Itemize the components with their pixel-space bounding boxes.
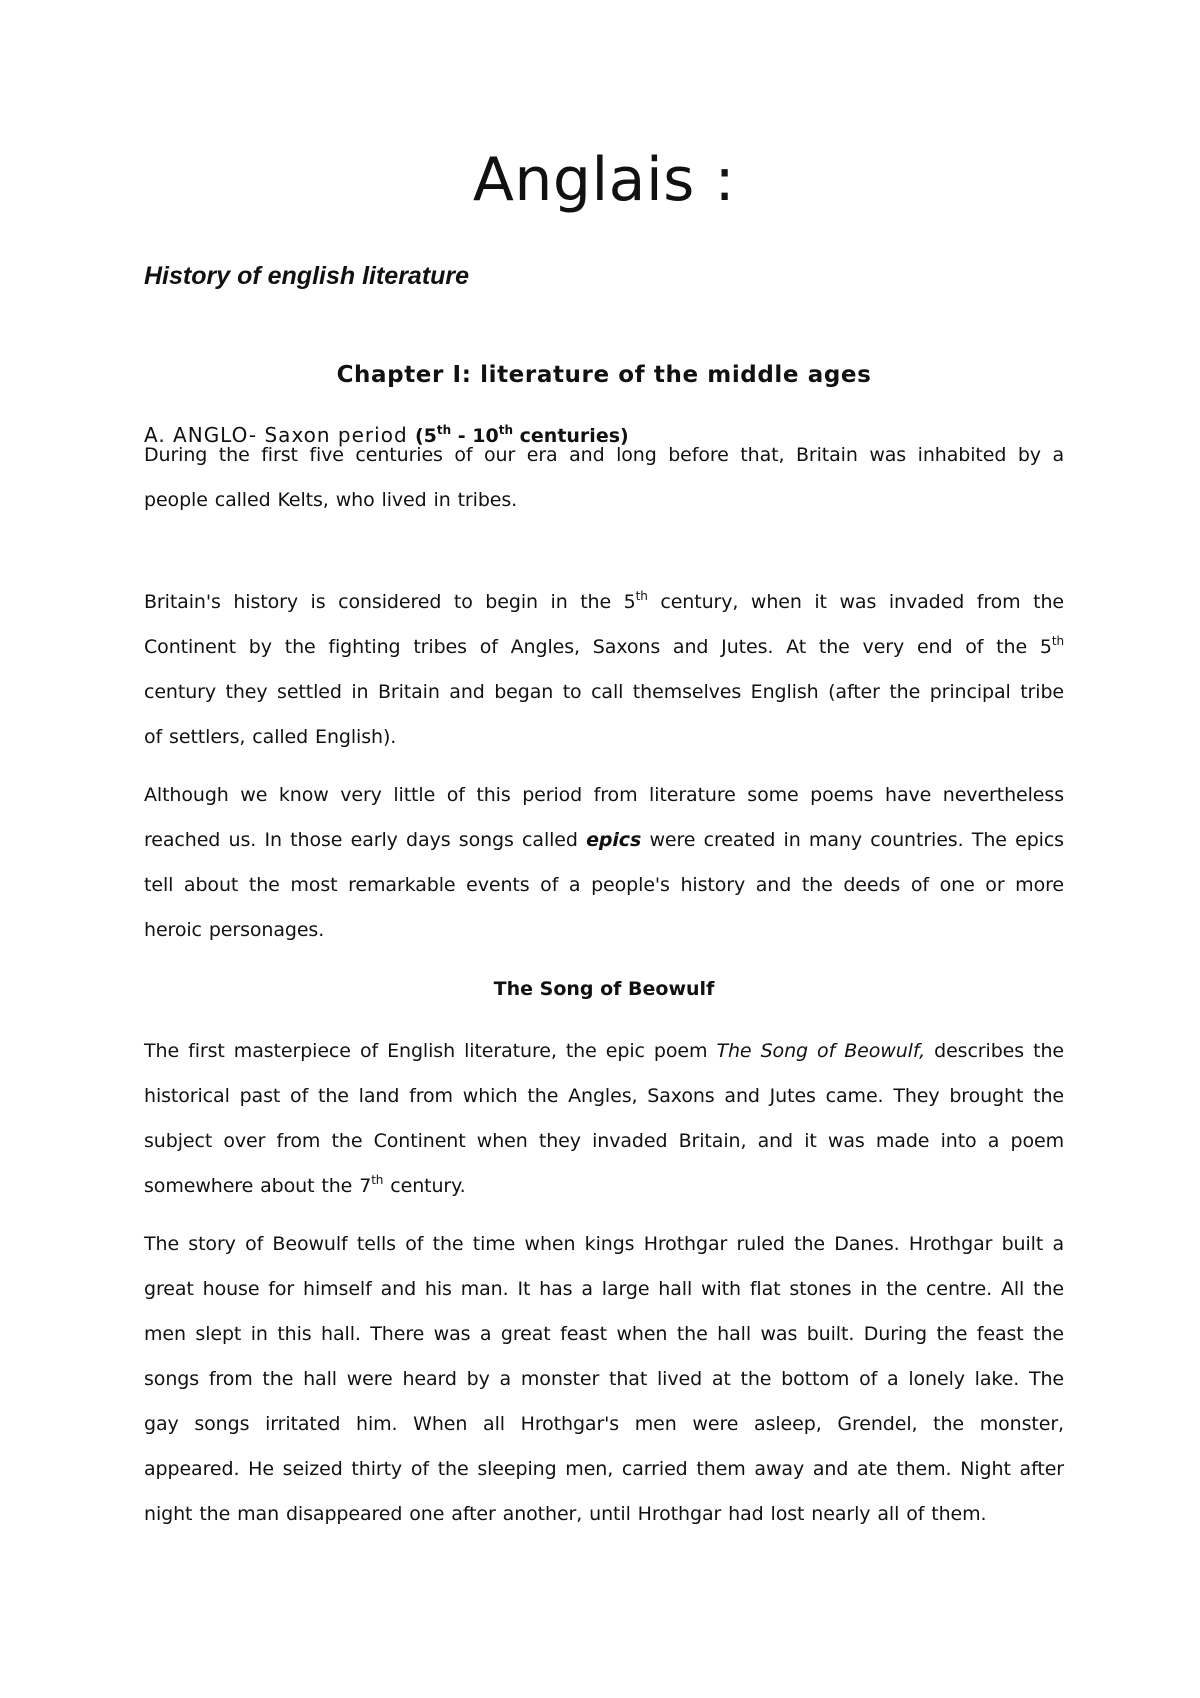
section-prefix: A. ANGLO- Saxon period <box>144 423 415 447</box>
beowulf-heading: The Song of Beowulf <box>493 978 715 1000</box>
epics-term: epics <box>586 829 642 851</box>
document-subtitle: History of english literature <box>144 262 470 290</box>
document-title: Anglais : <box>472 145 736 215</box>
paragraph-4-line-1 <box>144 1029 1064 1074</box>
paragraph-3 <box>144 773 1064 953</box>
paragraph-5-line-5: gay songs irritated him. When all Hrothgar's men were asleep, Grendel, the monster, <box>144 1413 1064 1435</box>
paragraph-4-line-3: subject over from the Continent when they invaded Britain, and it was made into a poem <box>144 1130 1064 1152</box>
centuries-open: (5 <box>415 425 437 447</box>
paragraph-1-line-1: During the first five centuries of our era and long before that, Britain was inhabited by a <box>144 444 1064 466</box>
paragraph-5-line-7: night the man disappeared one after another, until Hrothgar had lost nearly all of them. <box>144 1503 987 1525</box>
paragraph-3-line-4: heroic personages. <box>144 919 325 941</box>
paragraph-2-line-4: of settlers, called English). <box>144 726 397 748</box>
beowulf-title-italic: The Song of Beowulf, <box>716 1040 926 1062</box>
centuries-sup-1: th <box>436 423 452 437</box>
paragraph-2-line-1 <box>144 580 1064 625</box>
p3-l2-text-a: reached us. In those early days songs called <box>144 829 587 851</box>
centuries-sup-2: th <box>498 423 514 437</box>
paragraph-5-line-1: The story of Beowulf tells of the time when kings Hrothgar ruled the Danes. Hrothgar built a <box>144 1233 1064 1255</box>
p2-l1-sup: th <box>635 589 648 603</box>
paragraph-5 <box>144 1222 1064 1537</box>
paragraph-5-line-6: appeared. He seized thirty of the sleeping men, carried them away and ate them. Night after <box>144 1458 1064 1480</box>
centuries-close: centuries) <box>513 425 629 447</box>
paragraph-3-line-1: Although we know very little of this period from literature some poems have nevertheless <box>144 784 1064 806</box>
paragraph-2-line-3: century they settled in Britain and began to call themselves English (after the principal tribe <box>144 681 1064 703</box>
chapter-heading: Chapter I: literature of the middle ages <box>336 362 872 388</box>
paragraph-5-line-3: men slept in this hall. There was a great feast when the hall was built. During the feast the <box>144 1323 1064 1345</box>
p4-l4-sup: th <box>371 1173 384 1187</box>
paragraph-3-line-3: tell about the most remarkable events of a people's history and the deeds of one or more <box>144 874 1064 896</box>
p4-l4-text-b: century. <box>383 1175 466 1197</box>
p2-l2-sup: th <box>1051 634 1064 648</box>
centuries-mid: - 10 <box>451 425 499 447</box>
p2-l1-text-a: Britain's history is considered to begin in the 5 <box>144 591 636 613</box>
p4-l1-text-b: describes the <box>925 1040 1065 1062</box>
paragraph-5-line-4: songs from the hall were heard by a monster that lived at the bottom of a lonely lake. The <box>144 1368 1064 1390</box>
p4-l4-text-a: somewhere about the 7 <box>144 1175 372 1197</box>
paragraph-2-line-2 <box>144 625 1064 670</box>
paragraph-4-line-2: historical past of the land from which the Angles, Saxons and Jutes came. They brought the <box>144 1085 1064 1107</box>
paragraph-4-line-4 <box>144 1164 1064 1209</box>
p2-l2-text: Continent by the fighting tribes of Angles, Saxons and Jutes. At the very end of the 5 <box>144 636 1052 658</box>
p2-l1-text-b: century, when it was invaded from the <box>647 591 1064 613</box>
paragraph-3-line-2 <box>144 818 1064 863</box>
paragraph-1-line-2: people called Kelts, who lived in tribes. <box>144 489 518 511</box>
paragraph-2 <box>144 580 1064 760</box>
p3-l2-text-b: were created in many countries. The epics <box>641 829 1064 851</box>
paragraph-5-line-2: great house for himself and his man. It has a large hall with flat stones in the centre. All the <box>144 1278 1064 1300</box>
p4-l1-text-a: The first masterpiece of English literature, the epic poem <box>144 1040 717 1062</box>
paragraph-4 <box>144 1029 1064 1209</box>
paragraph-1 <box>144 433 1064 523</box>
